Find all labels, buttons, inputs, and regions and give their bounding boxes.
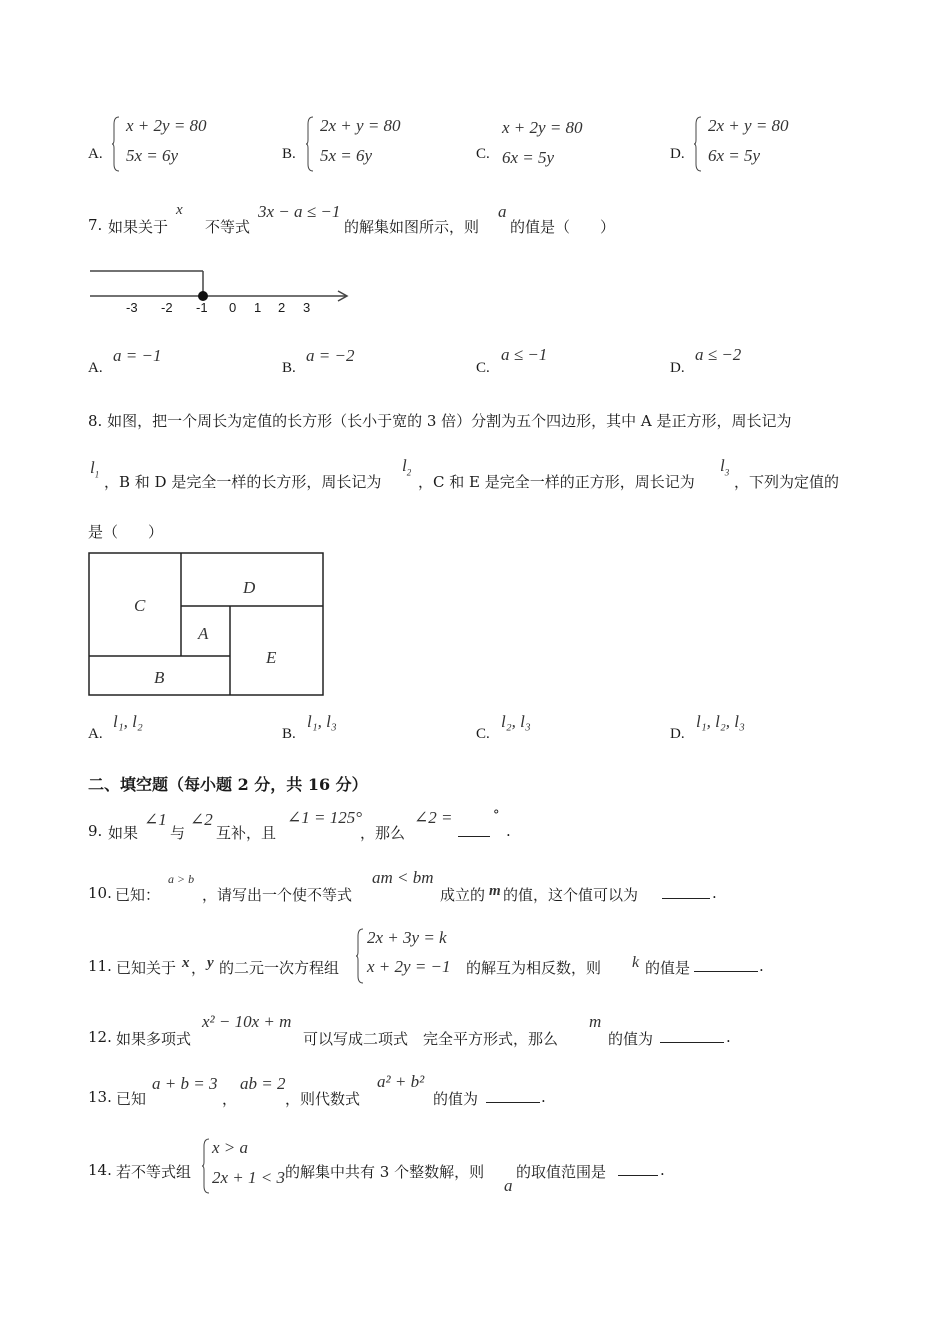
q10-number: 10.: [88, 884, 112, 902]
q11-end: .: [759, 957, 764, 975]
q6-option-b-system: [306, 116, 426, 172]
q11-comma: ，: [191, 959, 207, 977]
q11-system: [356, 928, 466, 984]
q7-tick-label: -1: [196, 300, 208, 315]
q12-var-m: m: [589, 1012, 602, 1031]
q12-text-3: 的值为: [608, 1030, 654, 1048]
brace-icon: [356, 928, 364, 984]
q6-d-eq2: 6x = 5y: [708, 146, 761, 165]
q11-eq1: 2x + 3y = k: [367, 928, 447, 947]
q8-option-a-letter: A.: [88, 726, 103, 742]
q11-var-k: k: [632, 954, 640, 971]
q11-var-x: x: [182, 955, 190, 971]
q14-var-a: a: [504, 1176, 513, 1195]
q14-system: [202, 1138, 292, 1194]
q9-number: 9.: [88, 822, 103, 840]
q12-number: 12.: [88, 1028, 112, 1046]
q7-tick-label: -2: [161, 300, 173, 315]
q8-l2: $l_2$: [402, 456, 412, 478]
q13-text-2: ，则代数式: [285, 1090, 361, 1108]
q7-var-x: x: [176, 202, 183, 218]
q9-text-2: 与: [170, 824, 186, 842]
q11-text-2: 的二元一次方程组: [219, 959, 340, 977]
q10-text-2: ，请写出一个使不等式: [202, 886, 353, 904]
q14-text-2: 的解集中共有 3 个整数解，则: [285, 1163, 485, 1181]
q13-text-1: 已知: [116, 1090, 147, 1108]
q7-tick-label: 0: [229, 300, 237, 315]
q6-c-eq1: x + 2y = 80: [502, 118, 583, 137]
q6-c-eq2: 6x = 5y: [502, 148, 555, 167]
q7-var-a: a: [498, 202, 507, 221]
q6-option-b-letter: B.: [282, 146, 296, 162]
q6-option-c-system: [488, 118, 608, 174]
q6-a-eq2: 5x = 6y: [126, 146, 179, 165]
q8-option-b-letter: B.: [282, 726, 296, 742]
q11-text-1: 已知关于: [116, 959, 177, 977]
q12-text-2: 可以写成二项式 完全平方形式，那么: [303, 1030, 559, 1048]
q14-answer-blank[interactable]: [618, 1161, 658, 1176]
q9-angle-2: ∠2: [190, 810, 213, 829]
q13-condition-1: a + b = 3: [152, 1074, 218, 1093]
q7-tick-label: 2: [278, 300, 286, 315]
q13-answer-blank[interactable]: [486, 1088, 540, 1103]
q8-option-c-value: l₂, l₃: [501, 712, 531, 731]
q8-line-1: 8. 如图，把一个周长为定值的长方形（长小于宽的 3 倍）分割为五个四边形，其中 A 是正方形，周长记为: [88, 412, 792, 430]
q7-option-b-letter: B.: [282, 360, 296, 376]
q7-option-d-value: a ≤ −2: [695, 345, 742, 364]
q14-text-1: 若不等式组: [116, 1163, 192, 1181]
q7-tick-label: -3: [126, 300, 138, 315]
section-2-title: 二、填空题（每小题 2 分，共 16 分）: [88, 775, 368, 794]
q8-label-a: A: [198, 624, 209, 643]
q7-option-a-letter: A.: [88, 360, 103, 376]
q11-text-3: 的解互为相反数，则: [466, 959, 602, 977]
q6-b-eq2: 5x = 6y: [320, 146, 373, 165]
q6-b-eq1: 2x + y = 80: [320, 116, 401, 135]
q14-number: 14.: [88, 1161, 112, 1179]
q9-end: .: [506, 822, 511, 840]
q9-text-1: 如果: [108, 824, 139, 842]
q10-condition: a > b: [168, 872, 195, 886]
q7-option-b-value: a = −2: [306, 346, 355, 365]
brace-icon: [202, 1138, 210, 1194]
q7-option-c-letter: C.: [476, 360, 490, 376]
q8-line-2c: ，下列为定值的: [734, 473, 840, 491]
q8-option-d-value: l₁, l₂, l₃: [696, 712, 745, 731]
q8-label-c: C: [134, 596, 146, 615]
q9-condition: ∠1 = 125°: [287, 808, 363, 827]
q11-text-4: 的值是: [645, 959, 691, 977]
q14-text-3: 的取值范围是: [516, 1163, 607, 1181]
q7-option-c-value: a ≤ −1: [501, 345, 548, 364]
q10-answer-blank[interactable]: [662, 884, 710, 899]
q10-text-3: 成立的: [440, 886, 486, 904]
q7-text-1: 如果关于: [108, 218, 169, 236]
q7-number: 7.: [88, 216, 103, 234]
q8-l1: $l_1$: [90, 458, 100, 480]
q12-answer-blank[interactable]: [660, 1028, 724, 1043]
brace-icon: [112, 116, 120, 172]
q13-number: 13.: [88, 1088, 112, 1106]
q7-text-2: 不等式: [205, 218, 251, 236]
q8-option-d-letter: D.: [670, 726, 685, 742]
q9-text-4: ，那么: [360, 824, 406, 842]
q7-text-3: 的解集如图所示，则: [344, 218, 480, 236]
q13-expression: a² + b²: [377, 1072, 425, 1091]
q13-comma: ，: [222, 1090, 238, 1108]
q8-label-b: B: [154, 668, 165, 687]
q6-a-eq1: x + 2y = 80: [126, 116, 207, 135]
q14-end: .: [660, 1161, 665, 1179]
q10-var-m: m: [489, 883, 501, 899]
q6-option-d-system: [694, 116, 814, 172]
q6-option-a-system: [112, 116, 232, 172]
q9-answer-blank[interactable]: [458, 822, 490, 837]
q9-text-3: 互补，且: [216, 824, 277, 842]
q11-eq2: x + 2y = −1: [367, 957, 451, 976]
q7-option-a-value: a = −1: [113, 346, 162, 365]
q10-end: .: [712, 884, 717, 902]
q7-tick-label: 3: [303, 300, 311, 315]
q8-line-2a: ，B 和 D 是完全一样的长方形，周长记为: [104, 473, 382, 491]
q10-text-4: 的值，这个值可以为: [503, 886, 639, 904]
q13-text-3: 的值为: [433, 1090, 479, 1108]
q8-l3: $l_3$: [720, 456, 730, 478]
q8-option-b-value: l₁, l₃: [307, 712, 337, 731]
q11-answer-blank[interactable]: [694, 957, 758, 972]
brace-icon: [694, 116, 702, 172]
q9-answer-lhs: ∠2 =: [414, 808, 453, 827]
q12-end: .: [726, 1028, 731, 1046]
q6-option-a-letter: A.: [88, 146, 103, 162]
q11-var-y: y: [207, 955, 214, 971]
q6-option-d-letter: D.: [670, 146, 685, 162]
q6-option-c-letter: C.: [476, 146, 490, 162]
q8-line-3: 是（ ）: [88, 523, 164, 541]
q10-text-1: 已知：: [115, 886, 161, 904]
q7-inequality: 3x − a ≤ −1: [258, 202, 341, 221]
q8-line-2b: ，C 和 E 是完全一样的正方形，周长记为: [418, 473, 695, 491]
q9-degree: °: [493, 808, 500, 823]
q10-inequality: am < bm: [372, 868, 434, 887]
q13-end: .: [541, 1088, 546, 1106]
q11-number: 11.: [88, 957, 112, 975]
q7-option-d-letter: D.: [670, 360, 685, 376]
q7-tick-label: 1: [254, 300, 262, 315]
q8-option-a-value: l₁, l₂: [113, 712, 143, 731]
q14-eq2: 2x + 1 < 3: [212, 1168, 285, 1187]
q14-eq1: x > a: [212, 1138, 249, 1157]
q12-text-1: 如果多项式: [116, 1030, 192, 1048]
brace-icon: [306, 116, 314, 172]
q13-condition-2: ab = 2: [240, 1074, 286, 1093]
q6-d-eq1: 2x + y = 80: [708, 116, 789, 135]
q8-option-c-letter: C.: [476, 726, 490, 742]
q8-label-d: D: [243, 578, 256, 597]
q9-angle-1: ∠1: [144, 810, 167, 829]
q12-polynomial: x² − 10x + m: [202, 1012, 292, 1031]
q8-label-e: E: [266, 648, 277, 667]
q7-text-4: 的值是（ ）: [510, 218, 616, 236]
